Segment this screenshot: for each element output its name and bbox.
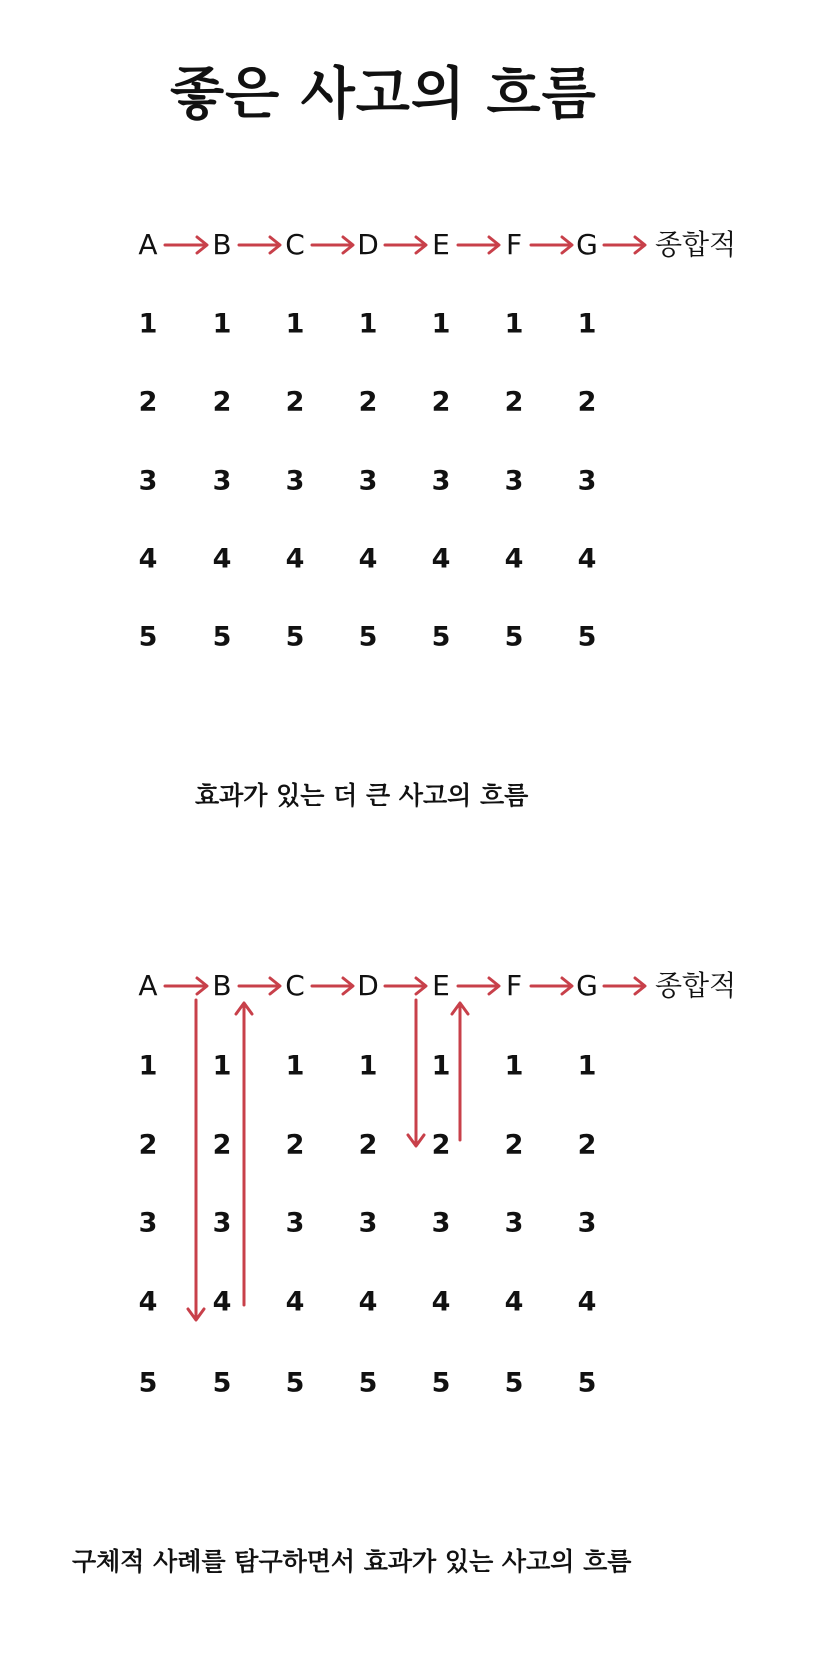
step-header-d: D	[357, 228, 379, 261]
grid-value: 5	[358, 621, 378, 653]
grid-value: 2	[138, 386, 158, 418]
grid-value: 1	[504, 1050, 524, 1082]
result-label: 종합적	[655, 228, 737, 261]
grid-value: 2	[504, 386, 524, 418]
step-header-c: C	[285, 969, 305, 1002]
grid-value: 1	[504, 308, 524, 340]
flow-arrow-6	[531, 978, 572, 994]
grid-value: 2	[431, 386, 451, 418]
grid-value: 4	[138, 1286, 158, 1318]
grid-value: 5	[212, 621, 232, 653]
grid-value: 1	[358, 308, 378, 340]
step-header-f: F	[505, 228, 523, 261]
step-header-g: G	[576, 228, 598, 261]
grid-value: 1	[577, 308, 597, 340]
grid-value: 3	[577, 465, 597, 497]
grid-value: 1	[138, 1050, 158, 1082]
flow-arrow-7	[604, 978, 645, 994]
caption-1: 효과가 있는 더 큰 사고의 흐름	[195, 781, 529, 810]
flow-arrow-1	[165, 978, 207, 994]
grid-value: 3	[212, 465, 232, 497]
grid-value: 4	[358, 543, 378, 575]
page-title: 좋은 사고의 흐름	[170, 62, 597, 127]
grid-value: 4	[577, 1286, 597, 1318]
flow-arrow-5	[458, 978, 499, 994]
grid-value: 4	[431, 543, 451, 575]
grid-value: 2	[431, 1129, 451, 1161]
grid-value: 5	[504, 621, 524, 653]
grid-value: 3	[431, 1207, 451, 1239]
step-header-d: D	[357, 969, 379, 1002]
result-label: 종합적	[655, 969, 737, 1002]
grid-value: 5	[285, 1367, 305, 1399]
grid-value: 1	[212, 308, 232, 340]
grid-value: 1	[285, 308, 305, 340]
grid-value: 5	[212, 1367, 232, 1399]
grid-value: 1	[138, 308, 158, 340]
grid-value: 2	[212, 386, 232, 418]
grid-value: 4	[138, 543, 158, 575]
grid-value: 5	[285, 621, 305, 653]
grid-value: 1	[431, 308, 451, 340]
grid-value: 4	[285, 543, 305, 575]
grid-value: 2	[358, 1129, 378, 1161]
grid-value: 4	[504, 1286, 524, 1318]
grid-value: 2	[285, 386, 305, 418]
step-header-a: A	[138, 969, 158, 1002]
step-header-a: A	[138, 228, 158, 261]
grid-value: 5	[577, 1367, 597, 1399]
grid-value: 3	[358, 1207, 378, 1239]
grid-value: 3	[138, 1207, 158, 1239]
grid-value: 2	[577, 1129, 597, 1161]
grid-value: 2	[138, 1129, 158, 1161]
step-header-e: E	[432, 969, 450, 1002]
grid-value: 5	[138, 1367, 158, 1399]
flow-arrow-2	[239, 978, 280, 994]
grid-value: 4	[431, 1286, 451, 1318]
grid-value: 2	[504, 1129, 524, 1161]
grid-value: 5	[577, 621, 597, 653]
return-up-arrow-b	[236, 1003, 252, 1305]
grid-value: 5	[431, 621, 451, 653]
grid-value: 1	[431, 1050, 451, 1082]
grid-value: 4	[358, 1286, 378, 1318]
grid-value: 3	[138, 465, 158, 497]
flow-arrow-3	[312, 978, 353, 994]
grid-value: 4	[212, 543, 232, 575]
grid-value: 4	[577, 543, 597, 575]
grid-value: 2	[212, 1129, 232, 1161]
grid-value: 3	[431, 465, 451, 497]
grid-value: 3	[504, 465, 524, 497]
grid-value: 3	[212, 1207, 232, 1239]
grid-value: 3	[285, 465, 305, 497]
grid-value: 2	[577, 386, 597, 418]
drill-down-arrow-e	[408, 1000, 424, 1146]
grid-value: 1	[212, 1050, 232, 1082]
grid-value: 1	[285, 1050, 305, 1082]
step-header-b: B	[212, 969, 232, 1002]
grid-value: 5	[504, 1367, 524, 1399]
step-header-c: C	[285, 228, 305, 261]
grid-value: 4	[285, 1286, 305, 1318]
grid-value: 4	[212, 1286, 232, 1318]
return-up-arrow-e	[452, 1003, 468, 1140]
grid-value: 3	[358, 465, 378, 497]
grid-value: 3	[577, 1207, 597, 1239]
grid-value: 4	[504, 543, 524, 575]
grid-value: 2	[358, 386, 378, 418]
grid-value: 5	[358, 1367, 378, 1399]
caption-2: 구체적 사례를 탐구하면서 효과가 있는 사고의 흐름	[72, 1547, 632, 1576]
grid-value: 3	[285, 1207, 305, 1239]
step-header-e: E	[432, 228, 450, 261]
grid-value: 1	[577, 1050, 597, 1082]
step-header-g: G	[576, 969, 598, 1002]
drill-down-arrow-b	[188, 1000, 204, 1320]
flow-arrow-4	[385, 978, 426, 994]
step-header-b: B	[212, 228, 232, 261]
grid-value: 2	[285, 1129, 305, 1161]
step-header-f: F	[505, 969, 523, 1002]
grid-value: 5	[138, 621, 158, 653]
grid-value: 5	[431, 1367, 451, 1399]
grid-value: 3	[504, 1207, 524, 1239]
grid-value: 1	[358, 1050, 378, 1082]
